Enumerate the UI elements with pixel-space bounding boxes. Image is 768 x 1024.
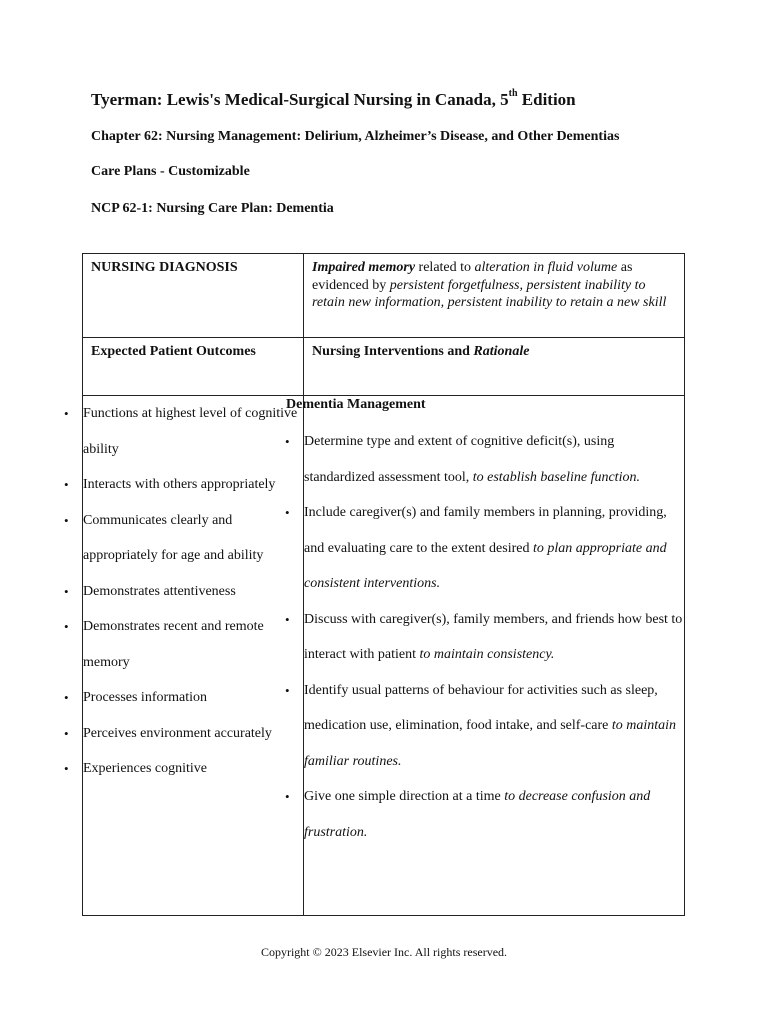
outcomes-list [83, 396, 303, 787]
title-superscript: th [508, 88, 518, 99]
interventions-header-cell [304, 338, 685, 396]
interventions-header [304, 338, 684, 361]
intervention-rationale: to plan appropriate and consistent interventions. [304, 540, 667, 591]
intervention-text: Give one simple direction at a time [304, 789, 501, 804]
column-header-row [83, 338, 685, 396]
interventions-cell [286, 396, 685, 916]
intervention-rationale: to decrease confusion and frustration. [304, 789, 651, 840]
diagnosis-label-cell [83, 254, 304, 338]
outcomes-header-cell [83, 338, 304, 396]
outcome-item: • Communicates clearly and appropriately for age and ability [83, 503, 303, 574]
title-end: Edition [517, 90, 576, 109]
diagnosis-part-1: Impaired memory [312, 260, 416, 275]
intervention-item [304, 495, 684, 602]
outcomes-header: Expected Patient Outcomes [91, 344, 256, 359]
diagnosis-part-4: as evidenced by [312, 260, 633, 293]
diagnosis-part-3: alteration in fluid volume [474, 260, 618, 275]
intervention-text: Discuss with caregiver(s), family members, and friends how best to interact with patient [304, 611, 683, 662]
intervention-rationale: to maintain consistency. [415, 647, 555, 662]
outcomes-cell [83, 396, 304, 916]
outcome-item: • Functions at highest level of cognitive ability [83, 396, 303, 467]
diagnosis-text-cell [304, 254, 685, 338]
intervention-text: Include caregiver(s) and family members in planning, providing, and evaluating care to the extent desired [304, 505, 667, 556]
outcome-item: • Demonstrates attentiveness [83, 574, 303, 610]
care-plan-table [82, 253, 685, 916]
outcome-item: • Perceives environment accurately [83, 716, 303, 752]
outcome-item: • Processes information [83, 680, 303, 716]
diagnosis-part-2: related to [415, 260, 475, 275]
outcome-item: • Interacts with others appropriately [83, 467, 303, 503]
outcome-item: • Experiences cognitive [83, 751, 303, 787]
diagnosis-label: NURSING DIAGNOSIS [91, 260, 238, 275]
copyright-footer: Copyright © 2023 Elsevier Inc. All rights reserved. [260, 945, 508, 959]
section-heading: Care Plans - Customizable [91, 164, 250, 179]
intervention-rationale: to establish baseline function. [469, 469, 640, 485]
interventions-title: Dementia Management [286, 397, 426, 412]
document-title [91, 88, 576, 112]
intervention-item [304, 673, 684, 780]
title-main: Tyerman: Lewis's Medical-Surgical Nursing in Canada, 5 [91, 90, 509, 109]
interventions-header-main: Nursing Interventions and [312, 344, 474, 359]
diagnosis-part-5: persistent forgetfulness, persistent inability to retain new information, persistent inability to retain a new skill [312, 277, 667, 310]
intervention-item [304, 602, 684, 673]
intervention-text: Determine type and extent of cognitive deficit(s), using standardized assessment tool, [304, 434, 615, 485]
ncp-heading: NCP 62-1: Nursing Care Plan: Dementia [91, 201, 334, 216]
interventions-list [286, 396, 684, 850]
outcome-item: • Demonstrates recent and remote memory [83, 609, 303, 680]
intervention-item [304, 779, 684, 850]
intervention-rationale: to maintain familiar routines. [304, 718, 677, 769]
intervention-item [304, 424, 684, 495]
chapter-heading: Chapter 62: Nursing Management: Delirium, Alzheimer’s Disease, and Other Dementias [91, 129, 620, 144]
interventions-header-italic: Rationale [473, 344, 530, 359]
diagnosis-text [304, 254, 684, 312]
intervention-text: Identify usual patterns of behaviour for activities such as sleep, medication use, elimination, food intake, and self-care [304, 682, 658, 733]
diagnosis-row [83, 254, 685, 338]
content-row [83, 396, 685, 916]
